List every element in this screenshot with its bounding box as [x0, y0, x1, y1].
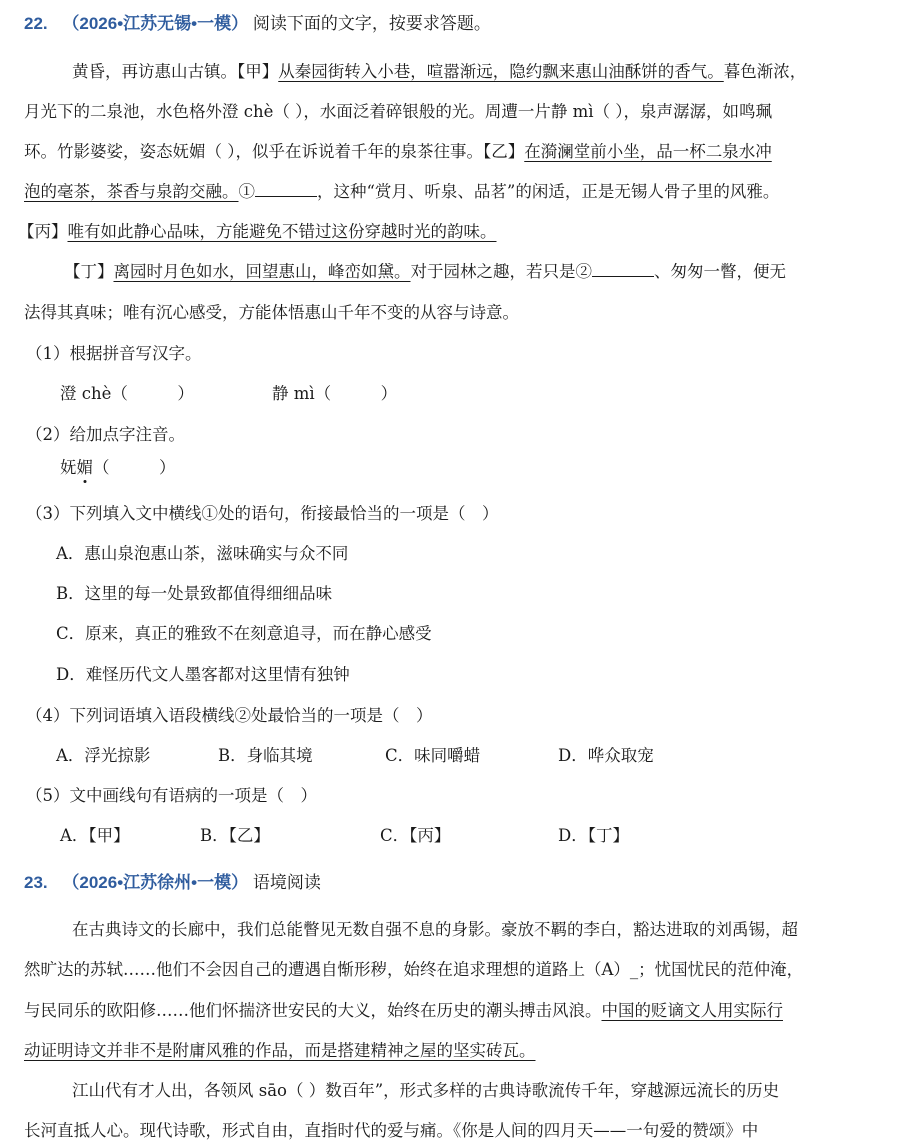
q22-instruction: 阅读下面的文字，按要求答题。 [252, 14, 491, 34]
q23-instruction: 语境阅读 [252, 873, 321, 893]
text-segment: 与民同乐的欧阳修……他们怀揣济世安民的大义，始终在历史的潮头搏击风浪。 [24, 1001, 602, 1020]
sub4-option-a[interactable]: A．浮光掠影 [56, 746, 151, 765]
text-segment: 暮色渐浓， [723, 62, 807, 81]
text-segment: 黄昏，再访惠山古镇。【甲】 [72, 62, 279, 81]
sub1-item-b: 静 mì（ ） [272, 384, 398, 403]
circle-marker-1: ① [201, 504, 218, 523]
answer-paren: （ ） [93, 458, 176, 477]
underlined-sentence-jia: 从秦园街转入小巷，喧嚣渐远，隐约飘来惠山油酥饼的香气。 [278, 62, 724, 81]
q23-line1: 在古典诗文的长廊中，我们总能瞥见无数自强不息的身影。豪放不羁的李白，豁达进取的刘禹锡，超 [72, 920, 798, 939]
text-segment: 、匆匆一瞥，便无 [654, 262, 786, 281]
q22-p1-line4 [24, 181, 779, 203]
underlined-sentence-yi-cont: 泡的毫茶，茶香与泉韵交融。 [24, 182, 239, 201]
sub2-item [60, 457, 176, 479]
circle-marker-2: ② [234, 706, 251, 725]
sub5-prompt: （5）文中画线句有语病的一项是（ ） [26, 786, 317, 805]
sub4-prompt [26, 705, 433, 727]
sub3-option-c[interactable]: C．原来，真正的雅致不在刻意追寻，而在静心感受 [56, 624, 432, 643]
q22-source: （2026•江苏无锡•一模） [62, 14, 249, 33]
sub5-option-d[interactable]: D．【丁】 [558, 826, 629, 845]
q22-p1-line1 [72, 61, 806, 83]
blank-marker-1: ① [238, 182, 255, 201]
q22-p1-line2: 月光下的二泉池，水色格外澄 chè（ ），水面泛着碎银般的光。周遭一片静 mì（ ），泉声潺潺，如鸣珮 [24, 102, 773, 121]
sub3-prompt [26, 503, 499, 525]
text-segment: 环。竹影婆娑，姿态妩媚（ ），似乎在诉说着千年的泉茶往事。【乙】 [24, 142, 525, 161]
sub4-option-d[interactable]: D．哗众取宠 [558, 746, 654, 765]
q23-number: 23. [24, 873, 48, 892]
q23-line4 [24, 1040, 536, 1062]
text-segment: 对于园林之趣，若只是② [410, 262, 592, 281]
sub1-prompt: （1）根据拼音写汉字。 [26, 344, 202, 363]
text-segment: ，这种“赏月、听泉、品茗”的闲适，正是无锡人骨子里的风雅。 [317, 182, 780, 201]
underlined-sentence-ding: 离园时月色如水，回望惠山，峰峦如黛。 [113, 262, 411, 281]
text-segment: 处的语句，衔接最恰当的一项是（ ） [218, 504, 499, 523]
sub4-option-b[interactable]: B．身临其境 [218, 746, 313, 765]
sub3-option-a[interactable]: A．惠山泉泡惠山茶，滋味确实与众不同 [56, 544, 349, 563]
sub3-option-b[interactable]: B．这里的每一处景致都值得细细品味 [56, 584, 333, 603]
q23-line5: 江山代有才人出，各领风 sāo（ ）数百年”，形式多样的古典诗歌流传千年，穿越源远流长的历史 [72, 1081, 780, 1100]
underlined-sentence-bing: 唯有如此静心品味，方能避免不错过这份穿越时光的韵味。 [67, 222, 497, 241]
q23-line3 [24, 1000, 783, 1022]
sub3-option-d[interactable]: D．难怪历代文人墨客都对这里情有独钟 [56, 665, 350, 684]
label-bing: 【丙】 [18, 222, 68, 241]
q22-p1-line3 [24, 141, 772, 163]
sub4-option-c[interactable]: C．味同嚼蜡 [385, 746, 481, 765]
underlined-sentence-yi: 在漪澜堂前小坐，品一杯二泉水冲 [524, 142, 772, 161]
q22-p1-line5 [18, 221, 497, 243]
underlined-sentence-cont: 动证明诗文并非不是附庸风雅的作品，而是搭建精神之屋的坚实砖瓦。 [24, 1041, 536, 1060]
q22-number: 22. [24, 14, 48, 33]
q22-p2-line1 [64, 261, 786, 283]
label-ding: 【丁】 [64, 262, 114, 281]
q23-header [24, 872, 321, 894]
underlined-sentence: 中国的贬谪文人用实际行 [601, 1001, 783, 1020]
blank-1 [255, 182, 317, 197]
q23-line6: 长河直抵人心。现代诗歌，形式自由，直指时代的爱与痛。《你是人间的四月天——一句爱的赞颂》中 [24, 1121, 759, 1140]
sub2-prompt: （2）给加点字注音。 [26, 425, 185, 444]
q22-p2-line2: 法得其真味；唯有沉心感受，方能体悟惠山千年不变的从容与诗意。 [24, 303, 519, 322]
q22-header [24, 13, 491, 35]
sub5-option-a[interactable]: A．【甲】 [60, 826, 130, 845]
sub5-option-c[interactable]: C．【丙】 [380, 826, 451, 845]
char: 妩 [60, 458, 77, 477]
text-segment: 处最恰当的一项是（ ） [251, 706, 433, 725]
blank-2 [592, 262, 654, 277]
sub1-item-a: 澄 chè（ ） [60, 384, 194, 403]
q23-line2: 然旷达的苏轼……他们不会因自己的遭遇自惭形秽，始终在追求理想的道路上（A）_；忧国忧民的范仲淹， [24, 960, 804, 979]
text-segment: （3）下列填入文中横线 [26, 504, 202, 523]
q23-source: （2026•江苏徐州•一模） [62, 873, 249, 892]
text-segment: （4）下列词语填入语段横线 [26, 706, 235, 725]
sub5-option-b[interactable]: B．【乙】 [200, 826, 270, 845]
dotted-char: 媚 [76, 458, 93, 477]
